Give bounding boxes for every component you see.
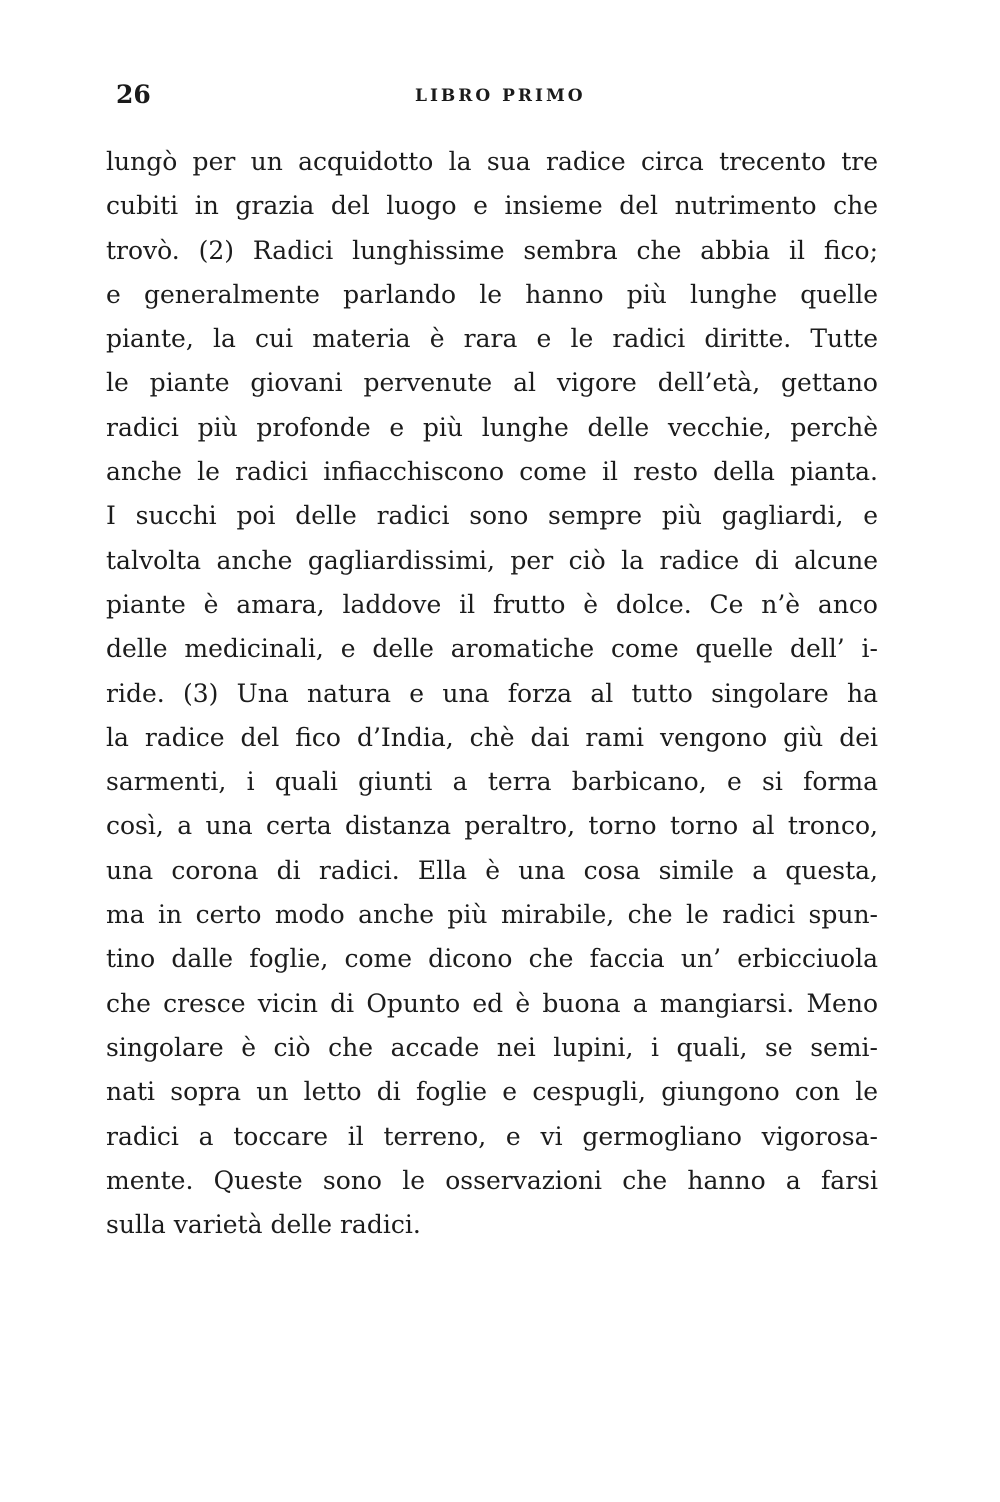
text-line: così, a una certa distanza peraltro, torno torno al tronco, (106, 811, 878, 841)
text-line: e generalmente parlando le hanno più lunghe quelle (106, 279, 878, 309)
text-line: anche le radici infiacchiscono come il resto della pianta. (106, 457, 878, 487)
text-line: singolare è ciò che accade nei lupini, i quali, se semi- (106, 1032, 878, 1062)
text-line: tino dalle foglie, come dicono che faccia un’ erbicciuola (106, 944, 878, 974)
text-line: radici più profonde e più lunghe delle vecchie, perchè (106, 412, 878, 442)
text-line: I succhi poi delle radici sono sempre più gagliardi, e (106, 501, 878, 531)
text-line: talvolta anche gagliardissimi, per ciò la radice di alcune (106, 545, 878, 575)
text-line: ride. (3) Una natura e una forza al tutto singolare ha (106, 678, 878, 708)
text-line: sulla varietà delle radici. (106, 1210, 421, 1240)
text-line: piante, la cui materia è rara e le radici diritte. Tutte (106, 324, 878, 354)
page-header (0, 80, 1000, 120)
text-line: trovò. (2) Radici lunghissime sembra che abbia il fico; (106, 235, 878, 265)
text-line: cubiti in grazia del luogo e insieme del nutrimento che (106, 191, 878, 221)
text-line: piante è amara, laddove il frutto è dolce. Ce n’è anco (106, 589, 878, 619)
text-line: la radice del fico d’India, chè dai rami vengono giù dei (106, 722, 878, 752)
text-line: che cresce vicin di Opunto ed è buona a mangiarsi. Meno (106, 988, 878, 1018)
text-line: mente. Queste sono le osservazioni che hanno a farsi (106, 1165, 878, 1195)
running-head: LIBRO PRIMO (415, 86, 586, 106)
text-line: le piante giovani pervenute al vigore dell’età, gettano (106, 368, 878, 398)
page-number: 26 (116, 80, 151, 109)
text-line: sarmenti, i quali giunti a terra barbicano, e si forma (106, 767, 878, 797)
text-line: radici a toccare il terreno, e vi germogliano vigorosa- (106, 1121, 878, 1151)
text-line: nati sopra un letto di foglie e cespugli, giungono con le (106, 1077, 878, 1107)
text-line: lungò per un acquidotto la sua radice circa trecento tre (106, 147, 878, 176)
text-line: ma in certo modo anche più mirabile, che le radici spun- (106, 900, 878, 930)
text-line: una corona di radici. Ella è una cosa simile a questa, (106, 855, 878, 885)
body-text (106, 140, 878, 1247)
text-line: delle medicinali, e delle aromatiche come quelle dell’ i- (106, 634, 878, 664)
